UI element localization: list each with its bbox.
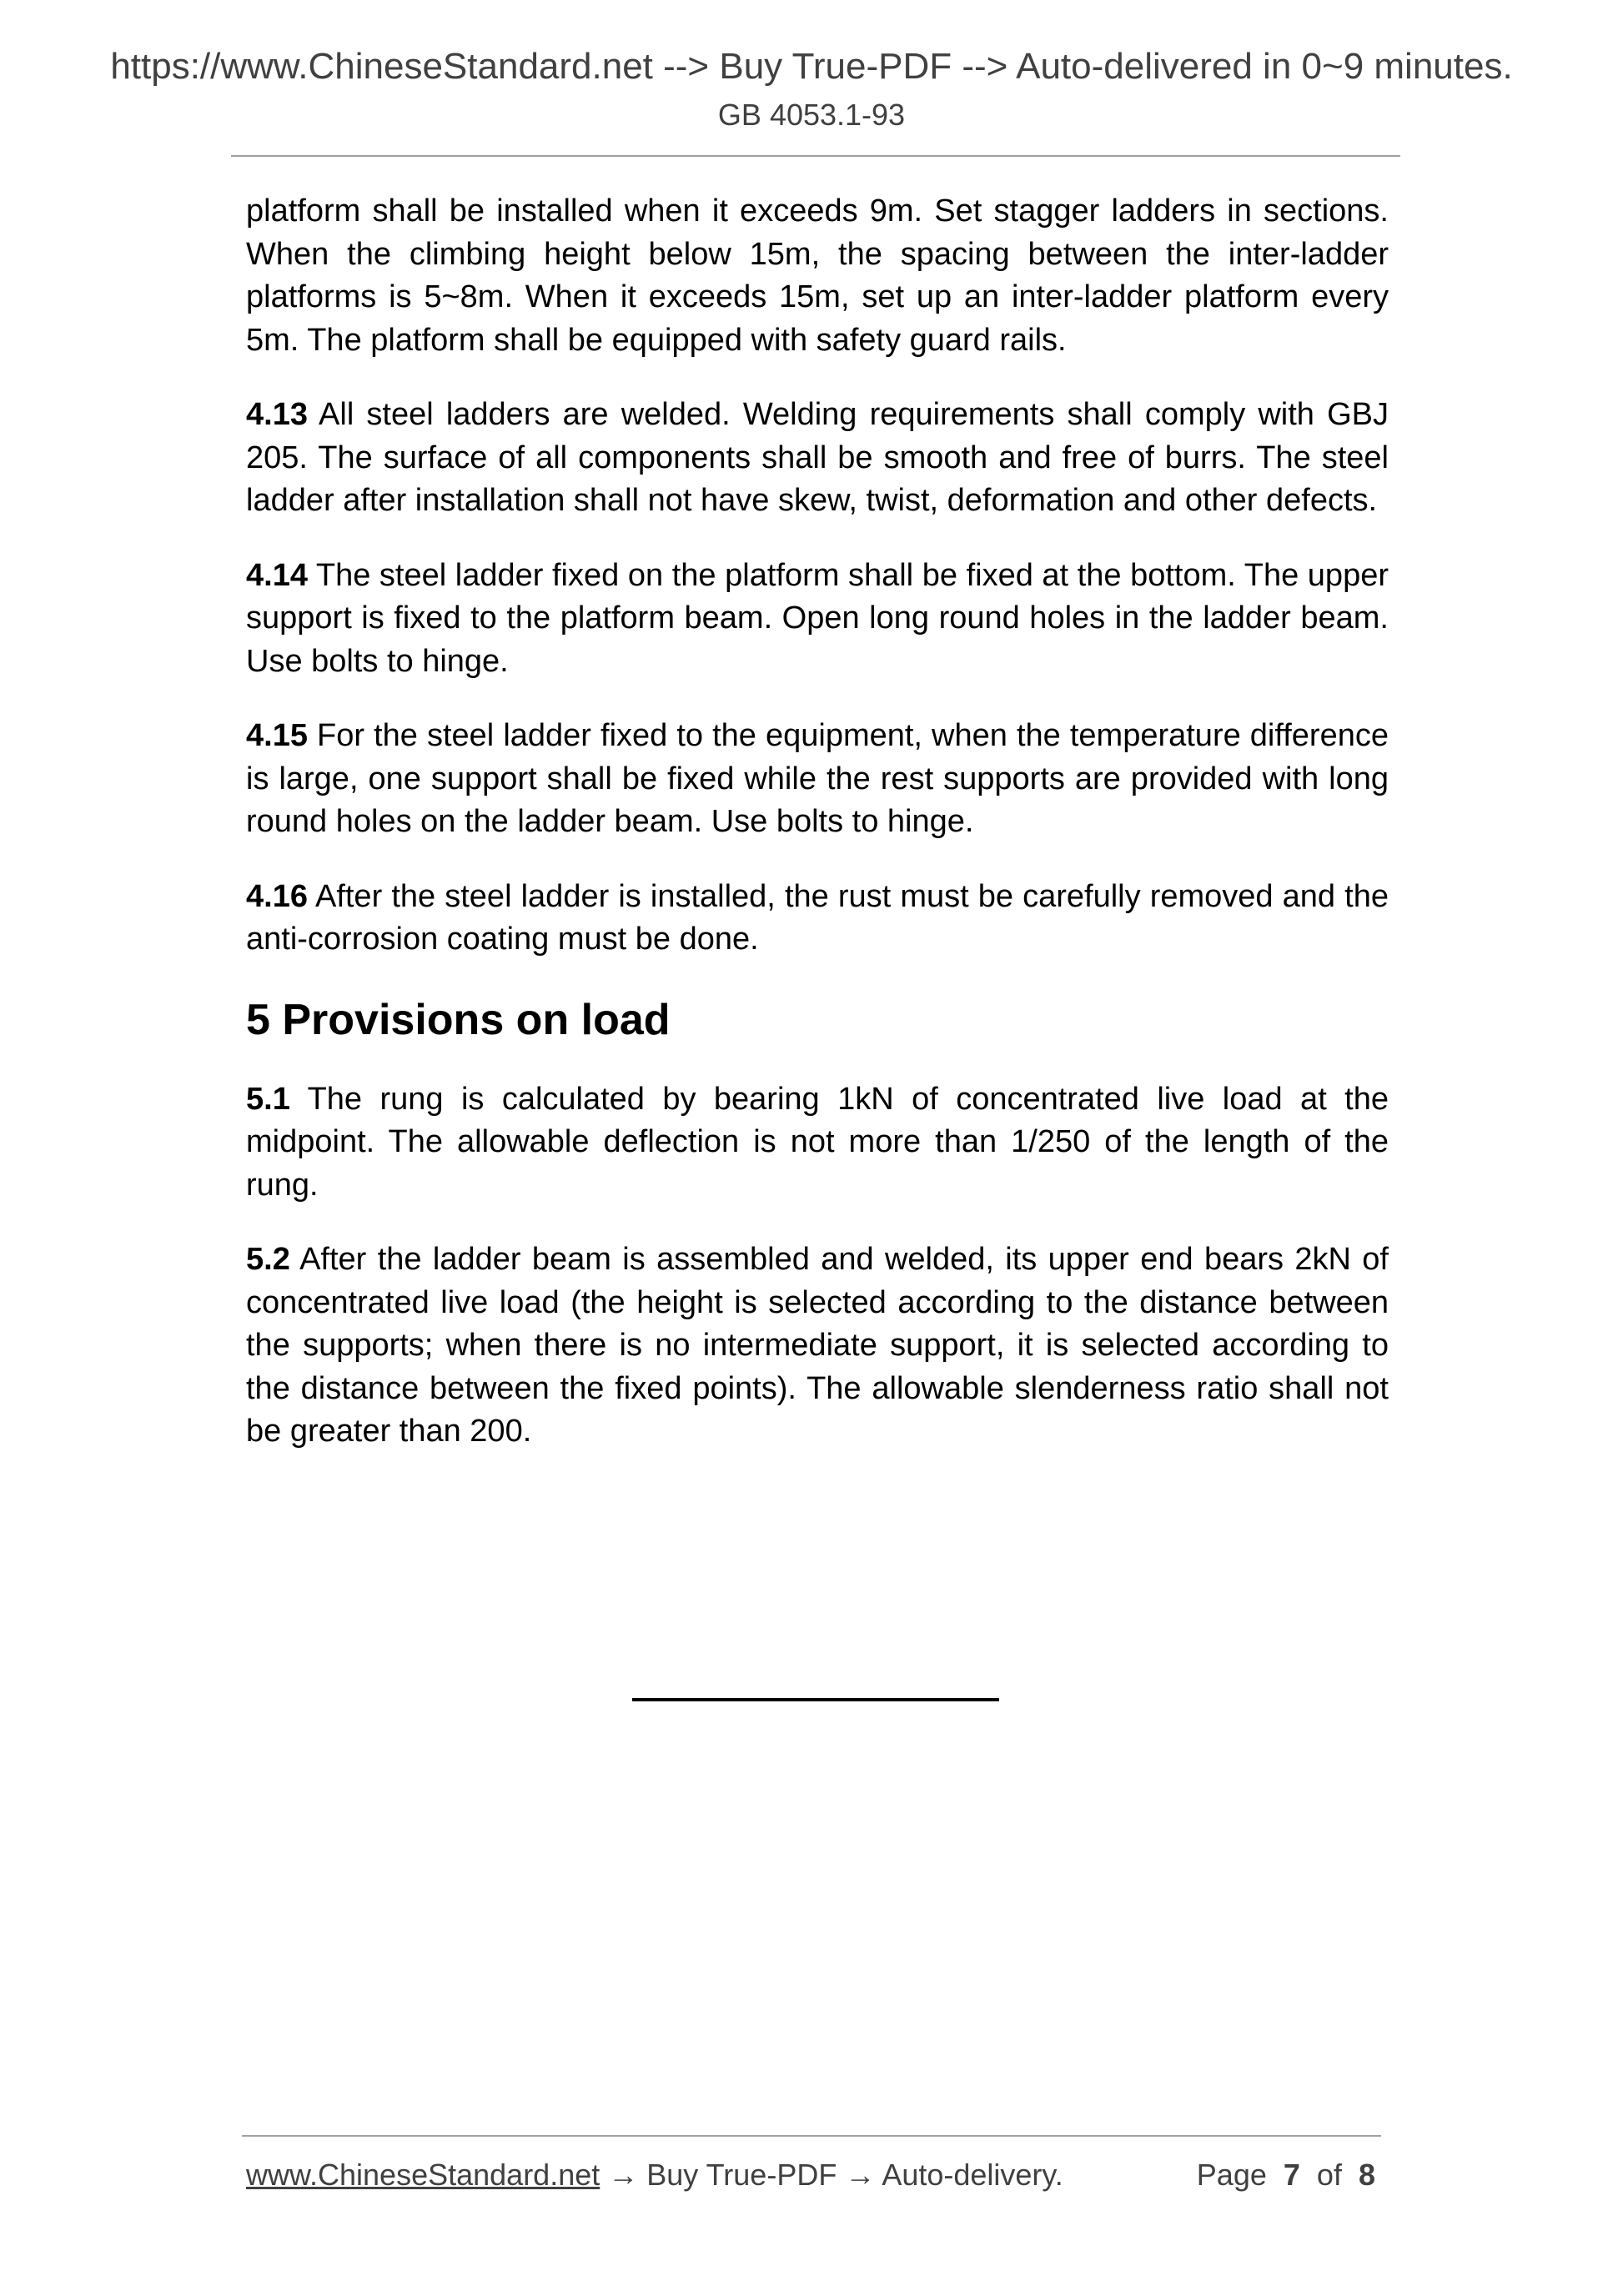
document-code: GB 4053.1-93	[717, 98, 906, 132]
clause-text: The rung is calculated by bearing 1kN of concentrated live load at the midpoint. The allowable deflection is not more than 1/250 of the length of the rung.	[246, 1081, 1389, 1203]
clause-number: 4.13	[246, 397, 308, 432]
clause-4-16	[246, 876, 1389, 962]
clause-text: For the steel ladder fixed to the equipment, when the temperature difference is large, one support shall be fixed while the rest supports are provided with long round holes on the ladder beam. Use bolts to hinge.	[246, 718, 1389, 839]
footer-promo	[246, 2155, 1063, 2195]
footer-tagline: → Buy True-PDF → Auto-delivery.	[600, 2158, 1063, 2192]
clause-5-1	[246, 1078, 1389, 1208]
footer-site-link[interactable]: www.ChineseStandard.net	[246, 2158, 600, 2192]
clause-number: 4.15	[246, 718, 308, 753]
clause-4-14	[246, 555, 1389, 684]
clause-number: 4.14	[246, 557, 308, 593]
clause-5-2	[246, 1238, 1389, 1454]
header-url-line: https://www.ChineseStandard.net --> Buy True-PDF --> Auto-delivered in 0~9 minutes.	[110, 46, 1513, 87]
section-title: 5 Provisions on load	[246, 995, 671, 1044]
clause-text: The steel ladder fixed on the platform shall be fixed at the bottom. The upper support is fixed to the platform beam. Open long round holes in the ladder beam. Use bolts to hinge.	[246, 557, 1389, 679]
footer-divider	[242, 2135, 1381, 2137]
page-current: 7	[1283, 2158, 1300, 2192]
clause-text: All steel ladders are welded. Welding requirements shall comply with GBJ 205. The surface of all components shall be smooth and free of burrs. The steel ladder after installation shall not have skew, twist, deformation and other defects.	[246, 397, 1389, 518]
of-label: of	[1316, 2158, 1342, 2192]
page-indicator	[1197, 2155, 1375, 2195]
clause-4-13	[246, 394, 1389, 523]
clause-text: After the steel ladder is installed, the rust must be carefully removed and the anti-corrosion coating must be done.	[246, 878, 1389, 957]
page-label: Page	[1196, 2158, 1267, 2192]
page-total: 8	[1358, 2158, 1375, 2192]
intro-paragraph: platform shall be installed when it exceeds 9m. Set stagger ladders in sections. When the climbing height below 15m, the spacing between the inter-ladder platforms is 5~8m. When it exceeds 15m, set up an inter-ladder platform every 5m. The platform shall be equipped with safety guard rails.	[246, 193, 1389, 358]
end-of-text-rule	[632, 1698, 999, 1701]
clause-number: 5.1	[246, 1081, 290, 1117]
clause-number: 4.16	[246, 878, 308, 914]
document-body	[246, 190, 1389, 1485]
clause-text: After the ladder beam is assembled and welded, its upper end bears 2kN of concentrated live load (the height is selected according to the distance between the supports; when there is no intermediate support, it is selected according to the distance between the fixed points). The allowable slenderness ratio shall not be greater than 200.	[246, 1242, 1389, 1449]
clause-4-15	[246, 715, 1389, 844]
header-divider	[231, 155, 1400, 157]
clause-number: 5.2	[246, 1242, 290, 1277]
